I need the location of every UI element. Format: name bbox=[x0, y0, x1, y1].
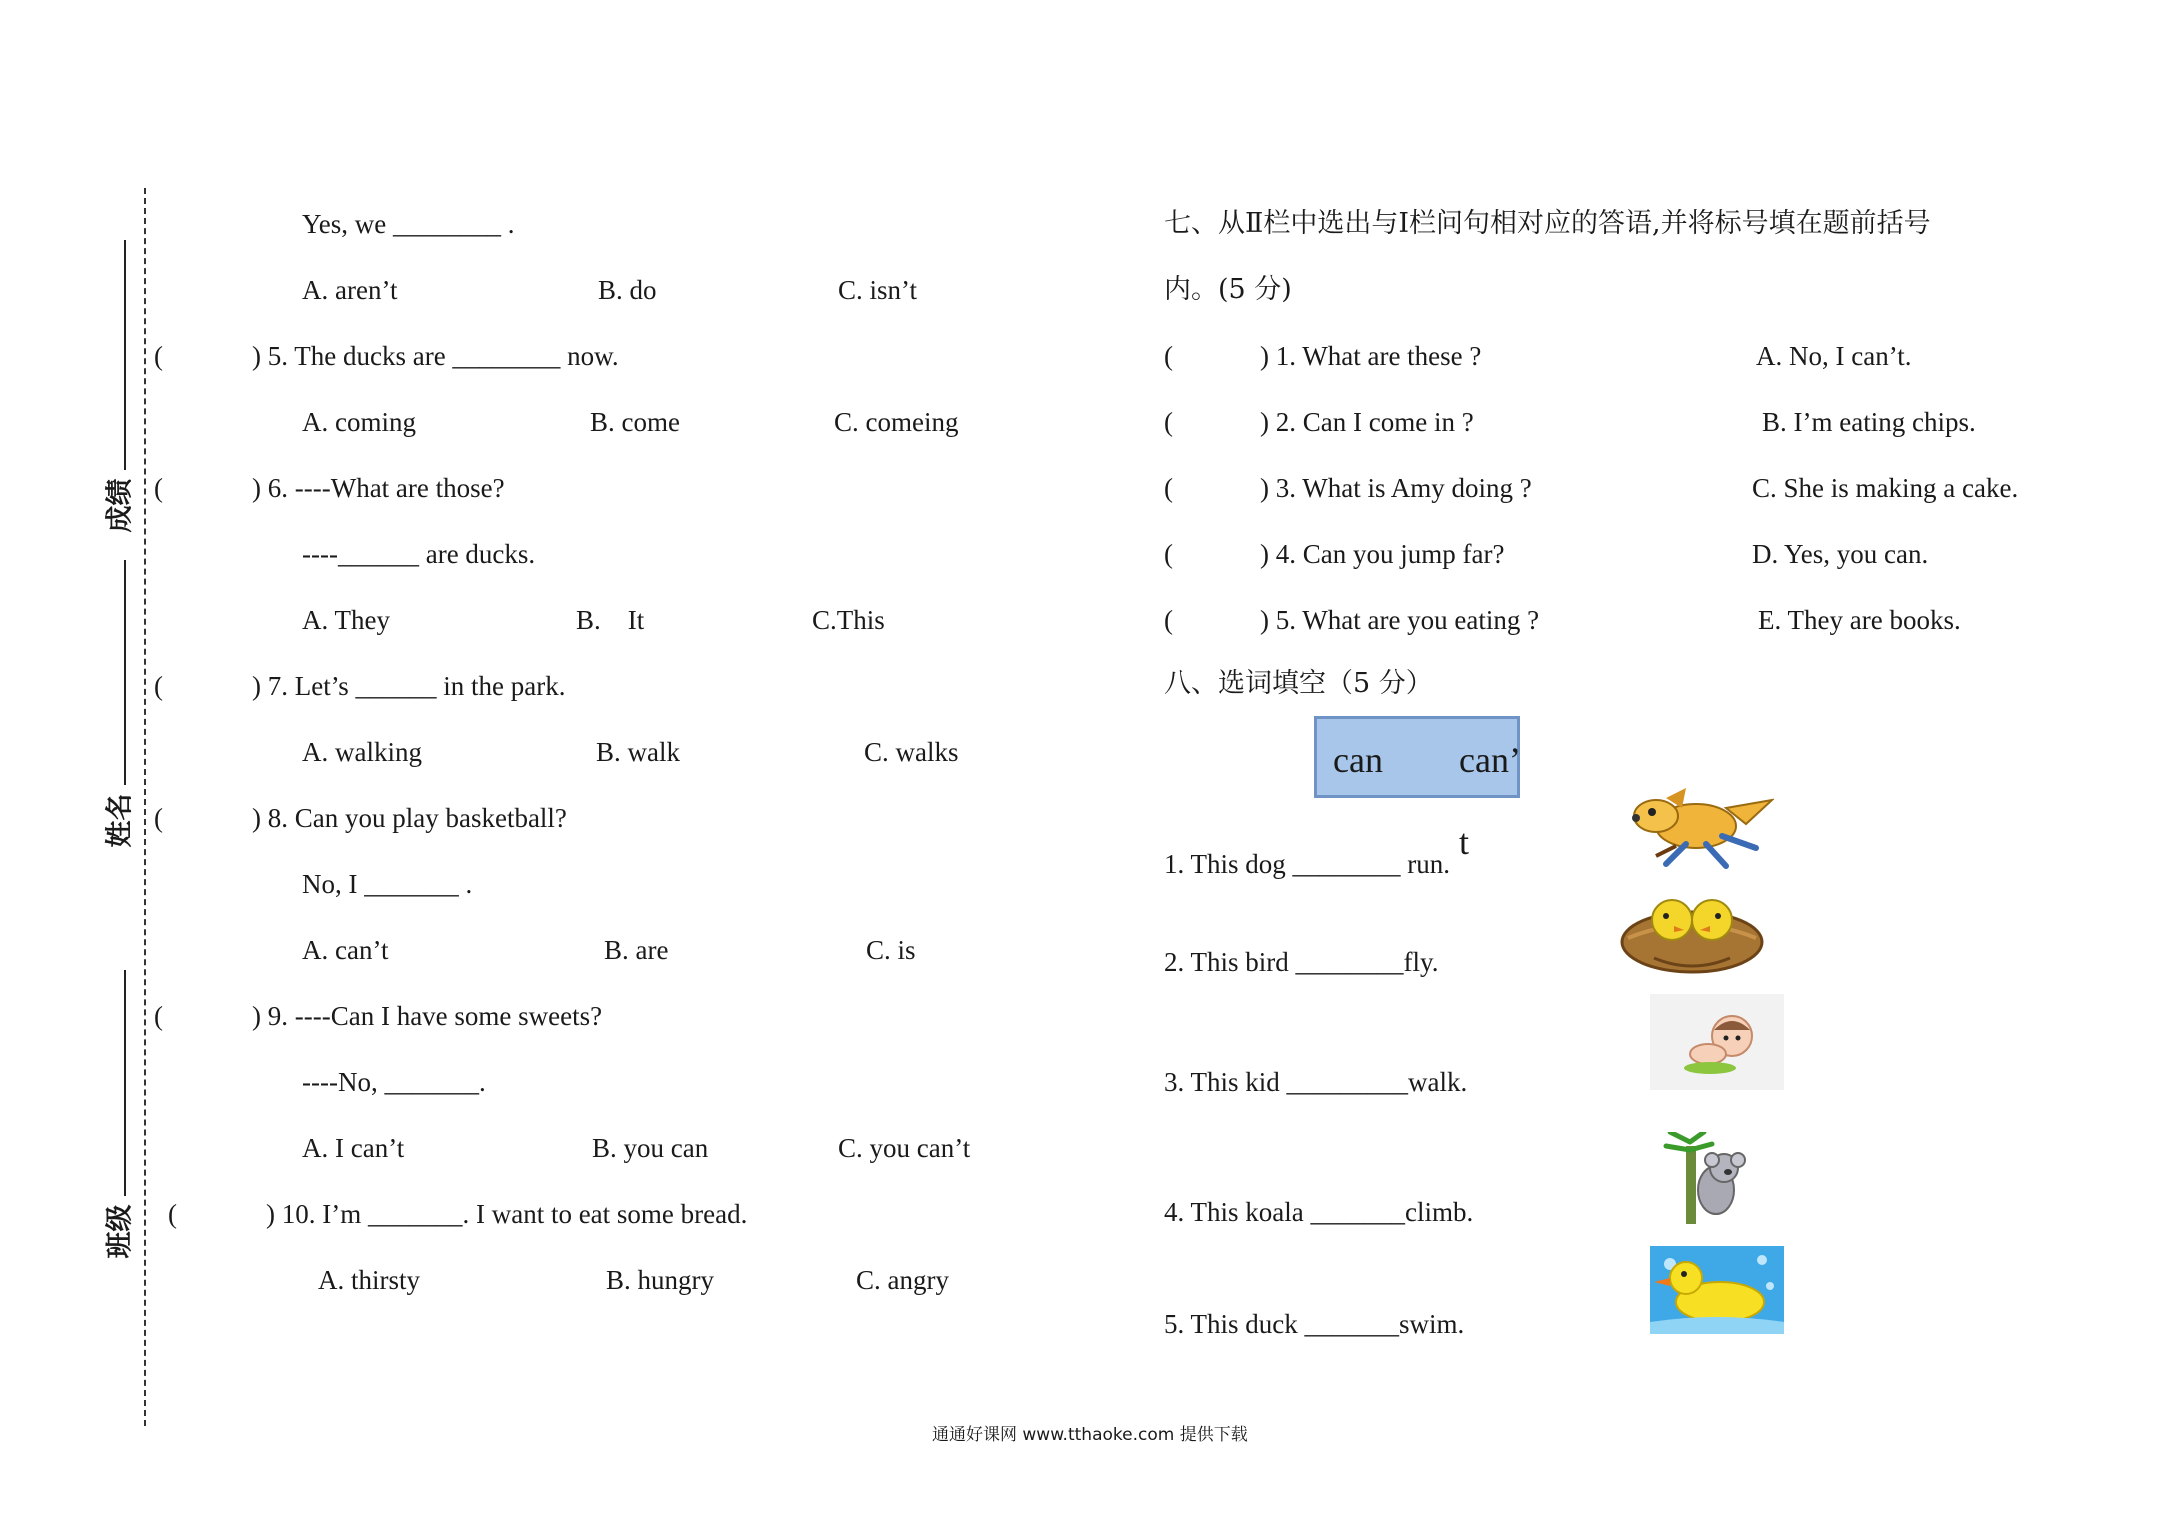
q9-option-b: B. you can bbox=[592, 1133, 709, 1163]
q6-option-c: C.This bbox=[812, 605, 885, 635]
q8-continuation: No, I _______ . bbox=[302, 869, 473, 899]
match-question: ) 5. What are you eating ? bbox=[1260, 605, 1540, 635]
running-dog-image bbox=[1626, 786, 1774, 870]
q4-continuation: Yes, we ________ . bbox=[302, 209, 515, 239]
q6-question: ) 6. ----What are those? bbox=[252, 473, 505, 503]
fill-item-duck: 5. This duck _______swim. bbox=[1164, 1309, 1465, 1339]
match-paren: ( bbox=[1164, 605, 1173, 635]
match-answer: E. They are books. bbox=[1758, 605, 1961, 635]
q5-option-b: B. come bbox=[590, 407, 680, 437]
q9-question: ) 9. ----Can I have some sweets? bbox=[252, 1001, 603, 1031]
match-paren: ( bbox=[1164, 473, 1173, 503]
q5-question: ) 5. The ducks are ________ now. bbox=[252, 341, 619, 371]
q4-option-b: B. do bbox=[598, 275, 657, 305]
q10-question: ) 10. I’m _______. I want to eat some bread. bbox=[266, 1199, 748, 1229]
match-paren: ( bbox=[1164, 539, 1173, 569]
koala-tree-image bbox=[1660, 1132, 1760, 1224]
class-label: 班级 bbox=[104, 1204, 136, 1259]
q9-paren: ( bbox=[154, 1001, 163, 1031]
q9-option-c: C. you can’t bbox=[838, 1133, 971, 1163]
fill-item-dog: 1. This dog ________ run. bbox=[1164, 849, 1451, 879]
birds-in-nest-image bbox=[1614, 882, 1770, 974]
word-bank-box bbox=[1314, 716, 1520, 862]
match-answer: A. No, I can’t. bbox=[1756, 341, 1912, 371]
q10-option-b: B. hungry bbox=[606, 1265, 714, 1295]
match-question: ) 3. What is Amy doing ? bbox=[1260, 473, 1532, 503]
q5-option-a: A. coming bbox=[302, 407, 416, 437]
score-line bbox=[124, 240, 126, 470]
footer-source: 通通好课网 www.tthaoke.com 提供下载 bbox=[932, 1425, 1248, 1445]
match-question: ) 2. Can I come in ? bbox=[1260, 407, 1474, 437]
word-can: can bbox=[1333, 740, 1383, 780]
q8-option-a: A. can’t bbox=[302, 935, 389, 965]
baby-crawling-image bbox=[1650, 994, 1784, 1090]
q7-option-a: A. walking bbox=[302, 737, 422, 767]
q5-option-c: C. comeing bbox=[834, 407, 959, 437]
q7-paren: ( bbox=[154, 671, 163, 701]
q8-option-b: B. are bbox=[604, 935, 669, 965]
match-question: ) 1. What are these ? bbox=[1260, 341, 1482, 371]
name-label: 姓名 bbox=[104, 793, 136, 848]
q8-question: ) 8. Can you play basketball? bbox=[252, 803, 567, 833]
q7-option-b: B. walk bbox=[596, 737, 680, 767]
q7-option-c: C. walks bbox=[864, 737, 959, 767]
section8-title: 八、选词填空（5 分） bbox=[1164, 668, 1433, 699]
match-answer: C. She is making a cake. bbox=[1752, 473, 2019, 503]
match-paren: ( bbox=[1164, 341, 1173, 371]
q10-paren: ( bbox=[168, 1199, 177, 1229]
rubber-duck-image bbox=[1650, 1246, 1784, 1334]
score-label: 成绩 bbox=[104, 478, 136, 533]
match-paren: ( bbox=[1164, 407, 1173, 437]
q10-option-a: A. thirsty bbox=[318, 1265, 421, 1295]
q5-paren: ( bbox=[154, 341, 163, 371]
fill-item-koala: 4. This koala _______climb. bbox=[1164, 1197, 1474, 1227]
q6-option-b: B. It bbox=[576, 605, 645, 635]
q4-option-a: A. aren’t bbox=[302, 275, 398, 305]
class-line bbox=[124, 970, 126, 1196]
q10-option-c: C. angry bbox=[856, 1265, 949, 1295]
q6-paren: ( bbox=[154, 473, 163, 503]
match-answer: D. Yes, you can. bbox=[1752, 539, 1929, 569]
q6-option-a: A. They bbox=[302, 605, 390, 635]
q9-continuation: ----No, _______. bbox=[302, 1067, 486, 1097]
q8-option-c: C. is bbox=[866, 935, 916, 965]
q6-continuation: ----______ are ducks. bbox=[302, 539, 536, 569]
match-answer: B. I’m eating chips. bbox=[1762, 407, 1976, 437]
section7-title: 七、从Ⅱ栏中选出与Ⅰ栏问句相对应的答语,并将标号填在题前括号 bbox=[1164, 208, 1931, 239]
name-line bbox=[124, 560, 126, 785]
binding-dashed-line bbox=[144, 188, 146, 1426]
match-question: ) 4. Can you jump far? bbox=[1260, 539, 1505, 569]
fill-item-kid: 3. This kid _________walk. bbox=[1164, 1067, 1468, 1097]
q4-option-c: C. isn’t bbox=[838, 275, 918, 305]
q9-option-a: A. I can’t bbox=[302, 1133, 405, 1163]
q7-question: ) 7. Let’s ______ in the park. bbox=[252, 671, 566, 701]
q8-paren: ( bbox=[154, 803, 163, 833]
section7-title-cont: 内。(5 分) bbox=[1164, 274, 1292, 305]
word-cant: can’ t bbox=[1459, 740, 1519, 862]
fill-item-bird: 2. This bird ________fly. bbox=[1164, 947, 1439, 977]
